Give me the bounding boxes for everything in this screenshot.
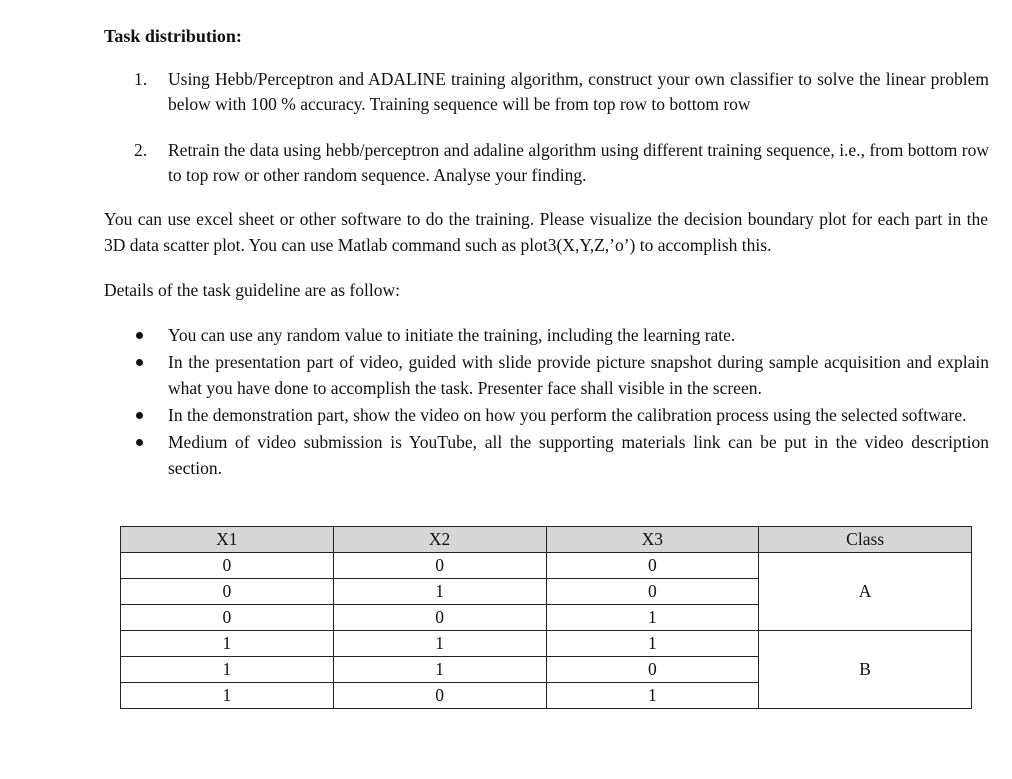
cell-x1: 1 <box>121 631 334 657</box>
guideline-item <box>134 322 989 348</box>
guideline-text: In the presentation part of video, guided with slide provide picture snapshot during sample acquisition and explain what you have done to accomplish the task. Presenter face shall visible in the screen. <box>168 352 989 398</box>
guideline-intro: Details of the task guideline are as follow: <box>104 280 400 300</box>
table-row <box>121 553 972 579</box>
cell-x3: 0 <box>546 657 759 683</box>
table-row <box>121 631 972 657</box>
training-data-table <box>120 526 972 709</box>
cell-x3: 1 <box>546 631 759 657</box>
header-x1: X1 <box>121 527 334 553</box>
bullet-icon <box>136 359 143 366</box>
cell-x3: 1 <box>546 605 759 631</box>
task-list-item-1-container <box>134 67 989 117</box>
guideline-item <box>134 402 989 428</box>
cell-x1: 0 <box>121 605 334 631</box>
cell-x1: 0 <box>121 553 334 579</box>
cell-x1: 1 <box>121 683 334 709</box>
guideline-list <box>134 322 989 482</box>
bullet-icon <box>136 439 143 446</box>
cell-x3: 0 <box>546 579 759 605</box>
guideline-item <box>134 349 989 401</box>
bullet-icon <box>136 412 143 419</box>
class-cell-b: B <box>759 631 972 709</box>
bullet-icon <box>136 332 143 339</box>
cell-x2: 0 <box>333 683 546 709</box>
cell-x1: 0 <box>121 579 334 605</box>
task-number: 1. <box>134 69 148 89</box>
task-text: Using Hebb/Perceptron and ADALINE training algorithm, construct your own classifier to solve the linear problem below with 100 % accuracy. Training sequence will be from top row to bottom row <box>168 69 989 114</box>
cell-x3: 0 <box>546 553 759 579</box>
guideline-text: In the demonstration part, show the video on how you perform the calibration process using the selected software. <box>168 405 967 425</box>
section-heading: Task distribution: <box>104 26 242 46</box>
header-x2: X2 <box>333 527 546 553</box>
guideline-item <box>134 429 989 481</box>
cell-x2: 1 <box>333 657 546 683</box>
guideline-text: Medium of video submission is YouTube, all the supporting materials link can be put in the video description section. <box>168 432 989 478</box>
task-text: Retrain the data using hebb/perceptron and adaline algorithm using different training sequence, i.e., from bottom row to top row or other random sequence. Analyse your finding. <box>168 140 989 185</box>
cell-x2: 1 <box>333 631 546 657</box>
cell-x1: 1 <box>121 657 334 683</box>
task-number: 2. <box>134 140 148 160</box>
header-class: Class <box>759 527 972 553</box>
class-cell-a: A <box>759 553 972 631</box>
guideline-text: You can use any random value to initiate the training, including the learning rate. <box>168 325 736 345</box>
cell-x2: 1 <box>333 579 546 605</box>
task-item-2 <box>134 138 989 188</box>
cell-x3: 1 <box>546 683 759 709</box>
task-item-1 <box>134 67 989 117</box>
table-header-row <box>121 527 972 553</box>
header-x3: X3 <box>546 527 759 553</box>
cell-x2: 0 <box>333 605 546 631</box>
cell-x2: 0 <box>333 553 546 579</box>
task-list-item-2-container <box>134 138 989 188</box>
instructions-paragraph: You can use excel sheet or other software to do the training. Please visualize the decision boundary plot for each part in the 3D data scatter plot. You can use Matlab command such as plot3(X,Y,Z,’o’) to accomplish this. <box>104 209 988 255</box>
